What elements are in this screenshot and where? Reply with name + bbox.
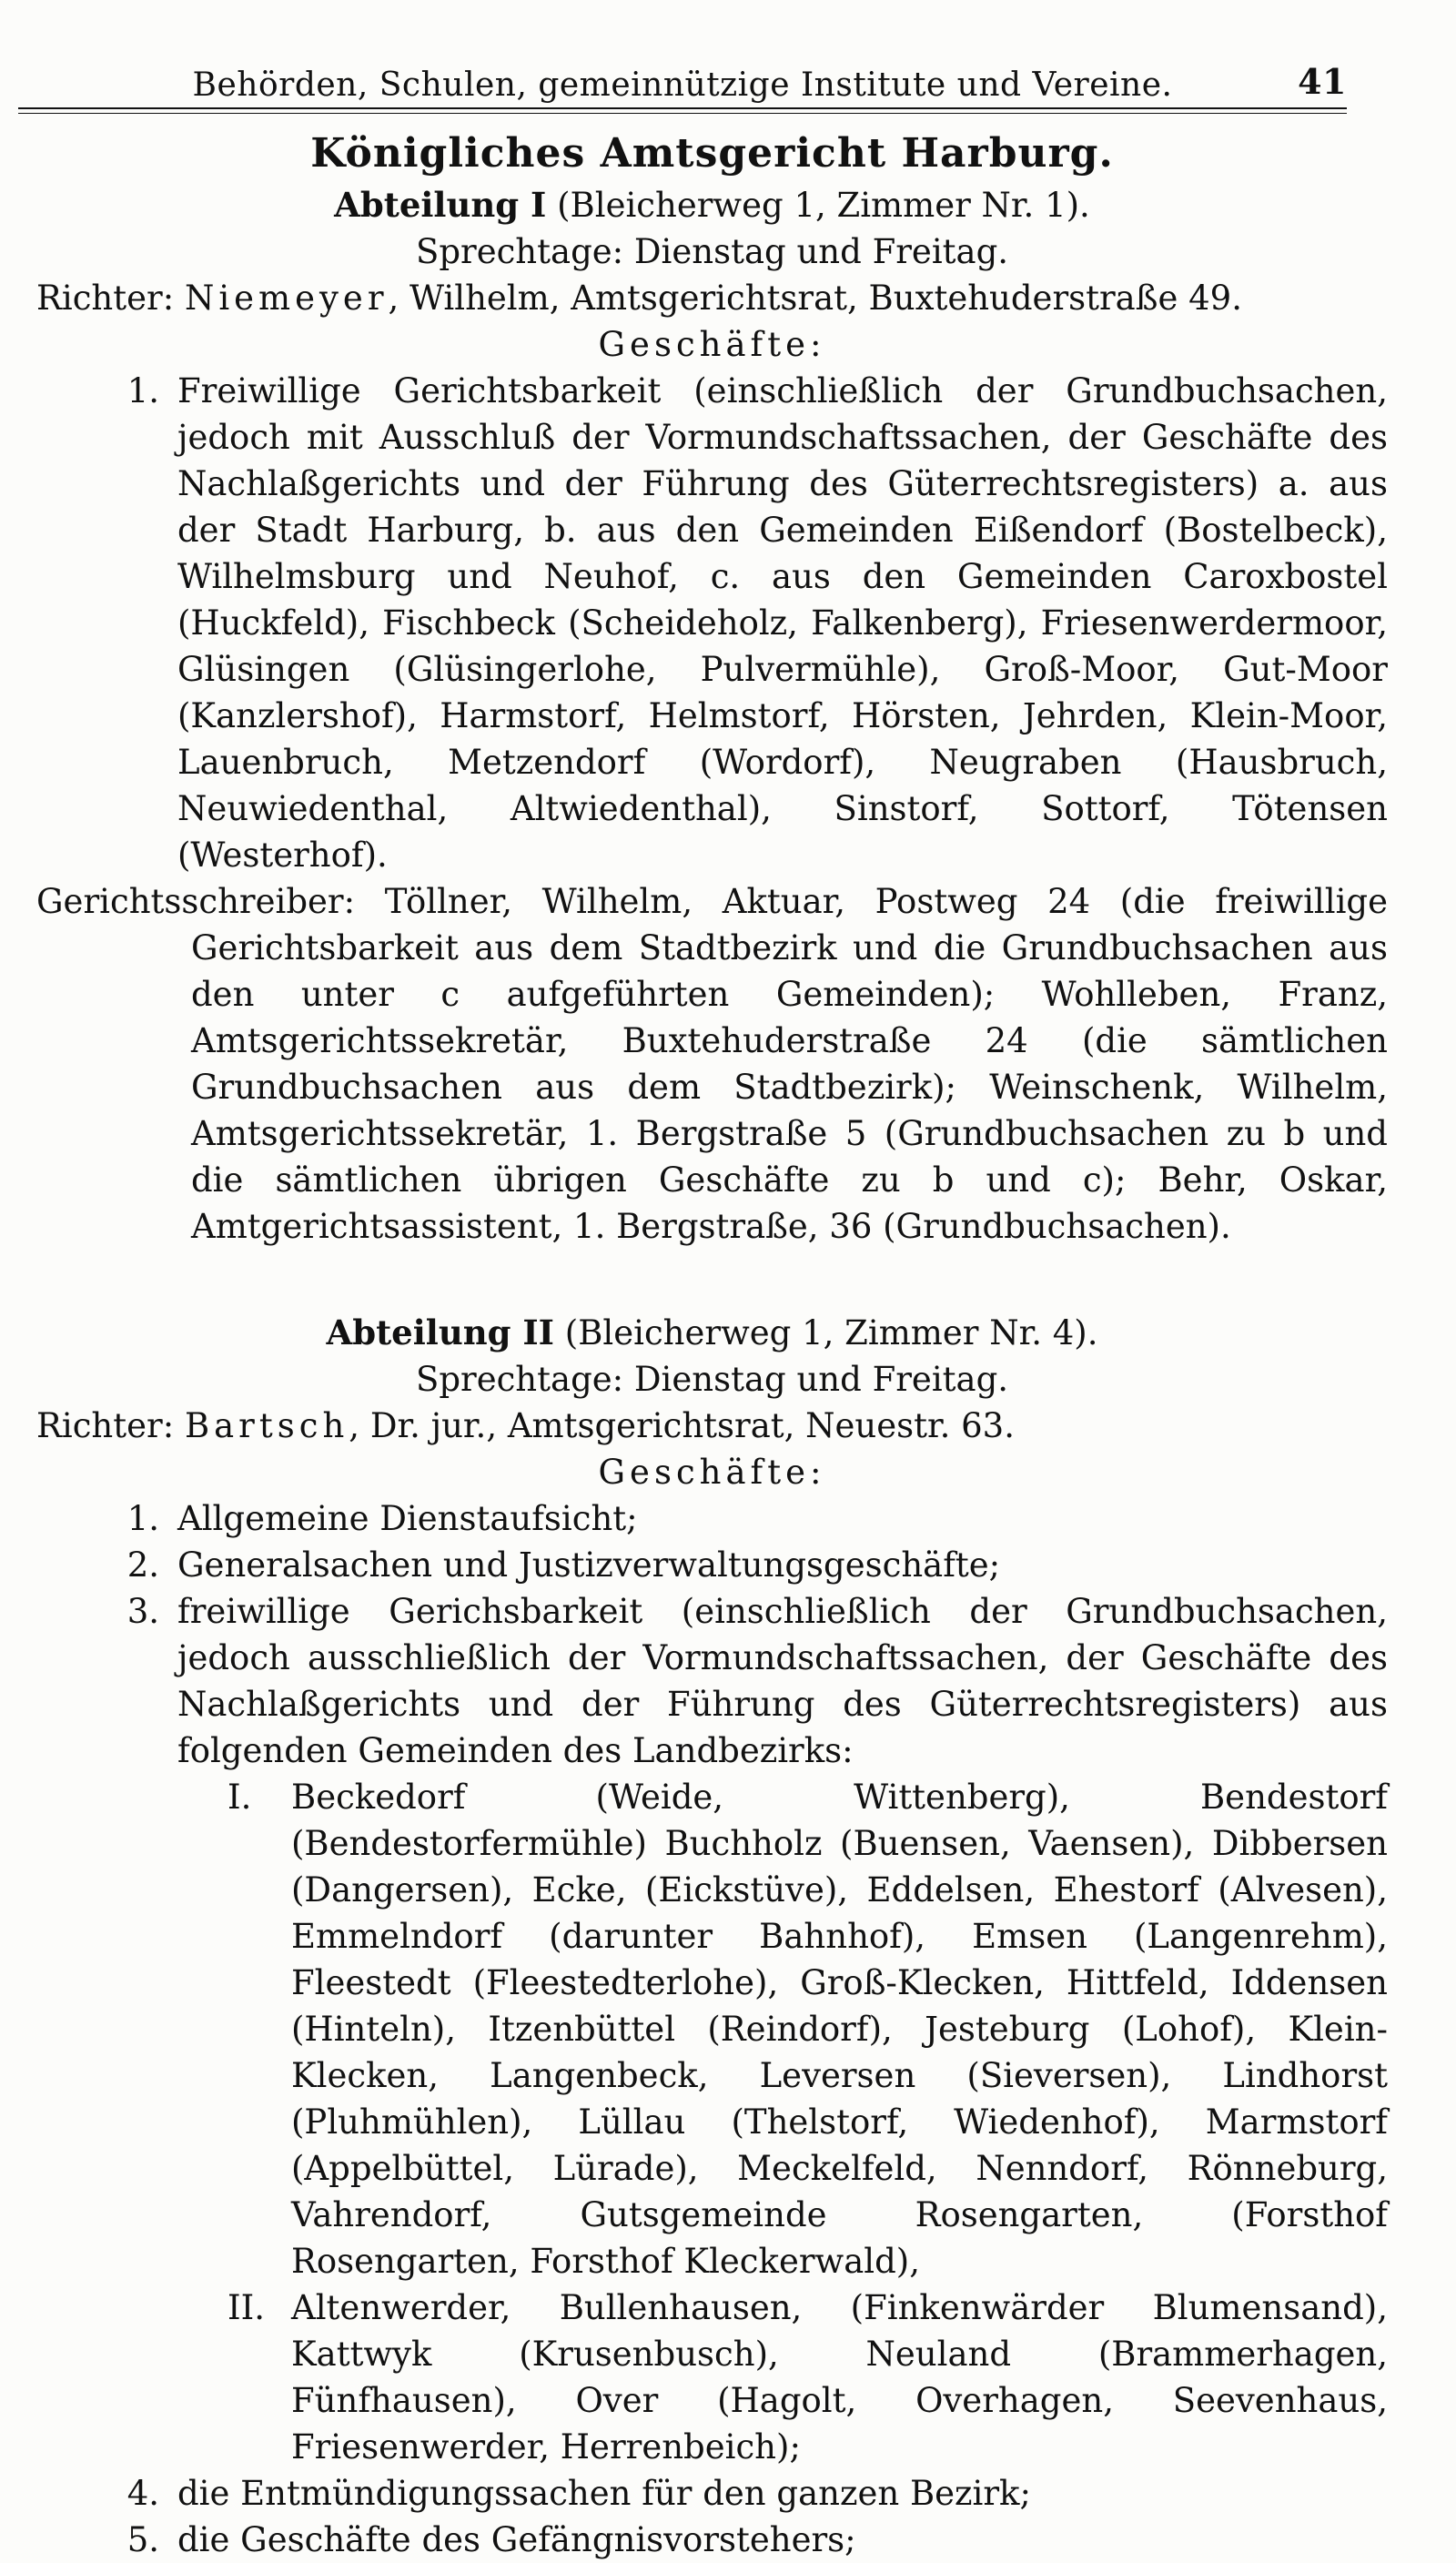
dept2-item <box>36 2470 1388 2517</box>
dept2-item <box>36 1588 1388 1774</box>
dept1-heading-bold: Abteilung I <box>334 185 547 225</box>
dept2-judge-label: Richter: <box>36 1406 185 1445</box>
section-gap <box>36 1250 1388 1310</box>
dept1-judge <box>36 275 1388 321</box>
dept2-sub-item-number: II. <box>228 2288 265 2327</box>
dept2-item-text: freiwillige Gerichsbarkeit (einschließlich der Grundbuchsachen, jedoch ausschließlich der Vormundschaftssachen, der Geschäfte des Nachlaßgerichts und der Führung des Güterrechtsregisters) aus folgenden Gemeinden des Landbezirks: <box>177 1592 1388 1770</box>
page-number: 41 <box>1298 61 1347 102</box>
dept2-consult-days: Sprechtage: Dienstag und Freitag. <box>415 1360 1009 1399</box>
dept2-sub-item-text: Altenwerder, Bullenhausen, (Finkenwärder Blumensand), Kattwyk (Krusenbusch), Neuland (Brammerhagen, Fünfhausen), Over (Hagolt, Overhagen, Seevenhaus, Friesenwerder, Herrenbeich); <box>291 2288 1388 2467</box>
dept1-heading-rest: (Bleicherweg 1, Zimmer Nr. 1). <box>546 186 1090 225</box>
dept2-item-text: die Geschäfte des Gefängnisvorstehers; <box>177 2520 856 2559</box>
dept1-item <box>36 368 1388 878</box>
dept2-heading <box>36 1310 1388 1356</box>
dept2-item-number: 2. <box>126 1545 159 1585</box>
dept2-item-number: 4. <box>126 2474 159 2513</box>
dept2-judge-rest: , Dr. jur., Amtsgerichtsrat, Neuestr. 63. <box>349 1406 1015 1445</box>
dept1-judge-name: Niemeyer <box>184 279 389 318</box>
dept1-heading <box>36 182 1388 228</box>
dept2-item-text: Allgemeine Dienstaufsicht; <box>177 1499 638 1538</box>
dept1-consult-days: Sprechtage: Dienstag und Freitag. <box>415 232 1009 271</box>
dept2-item-number: 5. <box>126 2520 159 2559</box>
dept2-item-text: die Entmündigungssachen für den ganzen Bezirk; <box>177 2474 1031 2513</box>
dept2-item <box>36 1542 1388 1588</box>
dept1-clerk: Gerichtsschreiber: Töllner, Wilhelm, Aktuar, Postweg 24 (die freiwillige Gerichtsbarkeit aus dem Stadtbezirk und die Grundbuchsachen aus den unter c aufgeführten Gemeinden); Wohlleben, Franz, Amtsgerichtssekretär, Buxtehuderstraße 24 (die sämtlichen Grundbuchsachen aus dem Stadtbezirk); Weinschenk, Wilhelm, Amtsgerichtssekretär, 1. Bergstraße 5 (Grundbuchsachen zu b und die sämtlichen übrigen Geschäfte zu b und c); Behr, Oskar, Amtgerichtsassistent, 1. Bergstraße, 36 (Grundbuchsachen). <box>36 882 1388 1246</box>
running-head <box>18 47 1347 104</box>
dept1-judge-rest: , Wilhelm, Amtsgerichtsrat, Buxtehuderstraße 49. <box>388 279 1242 318</box>
dept2-sub-item <box>228 1774 1388 2284</box>
running-title: Behörden, Schulen, gemeinnützige Institute und Vereine. <box>192 66 1173 104</box>
header-rule <box>18 107 1347 109</box>
dept2-judge <box>36 1403 1388 1449</box>
dept2-heading-rest: (Bleicherweg 1, Zimmer Nr. 4). <box>554 1313 1098 1352</box>
dept2-sub-item-number: I. <box>228 1778 252 1817</box>
dept2-business-heading: Geschäfte: <box>598 1453 826 1492</box>
dept2-judge-name: Bartsch <box>184 1406 349 1445</box>
dept2-item <box>36 2517 1388 2563</box>
court-title: Königliches Amtsgericht Harburg. <box>310 130 1114 177</box>
header-rule-thin <box>18 113 1347 114</box>
dept2-item-text: Generalsachen und Justizverwaltungsgeschäfte; <box>177 1545 1001 1585</box>
dept2-item-number: 1. <box>126 1499 159 1538</box>
dept2-heading-bold: Abteilung II <box>326 1312 554 1352</box>
dept1-item-number: 1. <box>126 371 159 410</box>
dept1-item-text: Freiwillige Gerichtsbarkeit (einschließlich der Grundbuchsachen, jedoch mit Ausschluß der Vormundschaftssachen, der Geschäfte des Nachlaßgerichts und der Führung des Güterrechtsregisters) a. aus der Stadt Harburg, b. aus den Gemeinden Eißendorf (Bostelbeck), Wilhelmsburg und Neuhof, c. aus den Gemeinden Caroxbostel (Huckfeld), Fischbeck (Scheideholz, Falkenberg), Friesenwerdermoor, Glüsingen (Glüsingerlohe, Pulvermühle), Groß-Moor, Gut-Moor (Kanzlershof), Harmstorf, Helmstorf, Hörsten, Jehrden, Klein-Moor, Lauenbruch, Metzendorf (Wordorf), Neugraben (Hausbruch, Neuwiedenthal, Altwiedenthal), Sinstorf, Sottorf, Tötensen (Westerhof). <box>177 371 1388 875</box>
dept2-item-number: 3. <box>126 1592 159 1631</box>
main-content <box>36 126 1388 2563</box>
dept2-sub-item-text: Beckedorf (Weide, Wittenberg), Bendestorf (Bendestorfermühle) Buchholz (Buensen, Vaensen), Dibbersen (Dangersen), Ecke, (Eickstüve), Eddelsen, Ehestorf (Alvesen), Emmelndorf (darunter Bahnhof), Emsen (Langenrehm), Fleestedt (Fleestedterlohe), Groß-Klecken, Hittfeld, Iddensen (Hinteln), Itzenbüttel (Reindorf), Jesteburg (Lohof), Klein-Klecken, Langenbeck, Leversen (Sieversen), Lindhorst (Pluhmühlen), Lüllau (Thelstorf, Wiedenhof), Marmstorf (Appelbüttel, Lürade), Meckelfeld, Nenndorf, Rönneburg, Vahrendorf, Gutsgemeinde Rosengarten, (Forsthof Rosengarten, Forsthof Kleckerwald), <box>291 1778 1388 2281</box>
dept2-sub-item <box>228 2284 1388 2470</box>
dept1-business-heading: Geschäfte: <box>598 325 826 364</box>
dept2-item <box>36 1495 1388 1542</box>
dept1-judge-label: Richter: <box>36 279 185 318</box>
